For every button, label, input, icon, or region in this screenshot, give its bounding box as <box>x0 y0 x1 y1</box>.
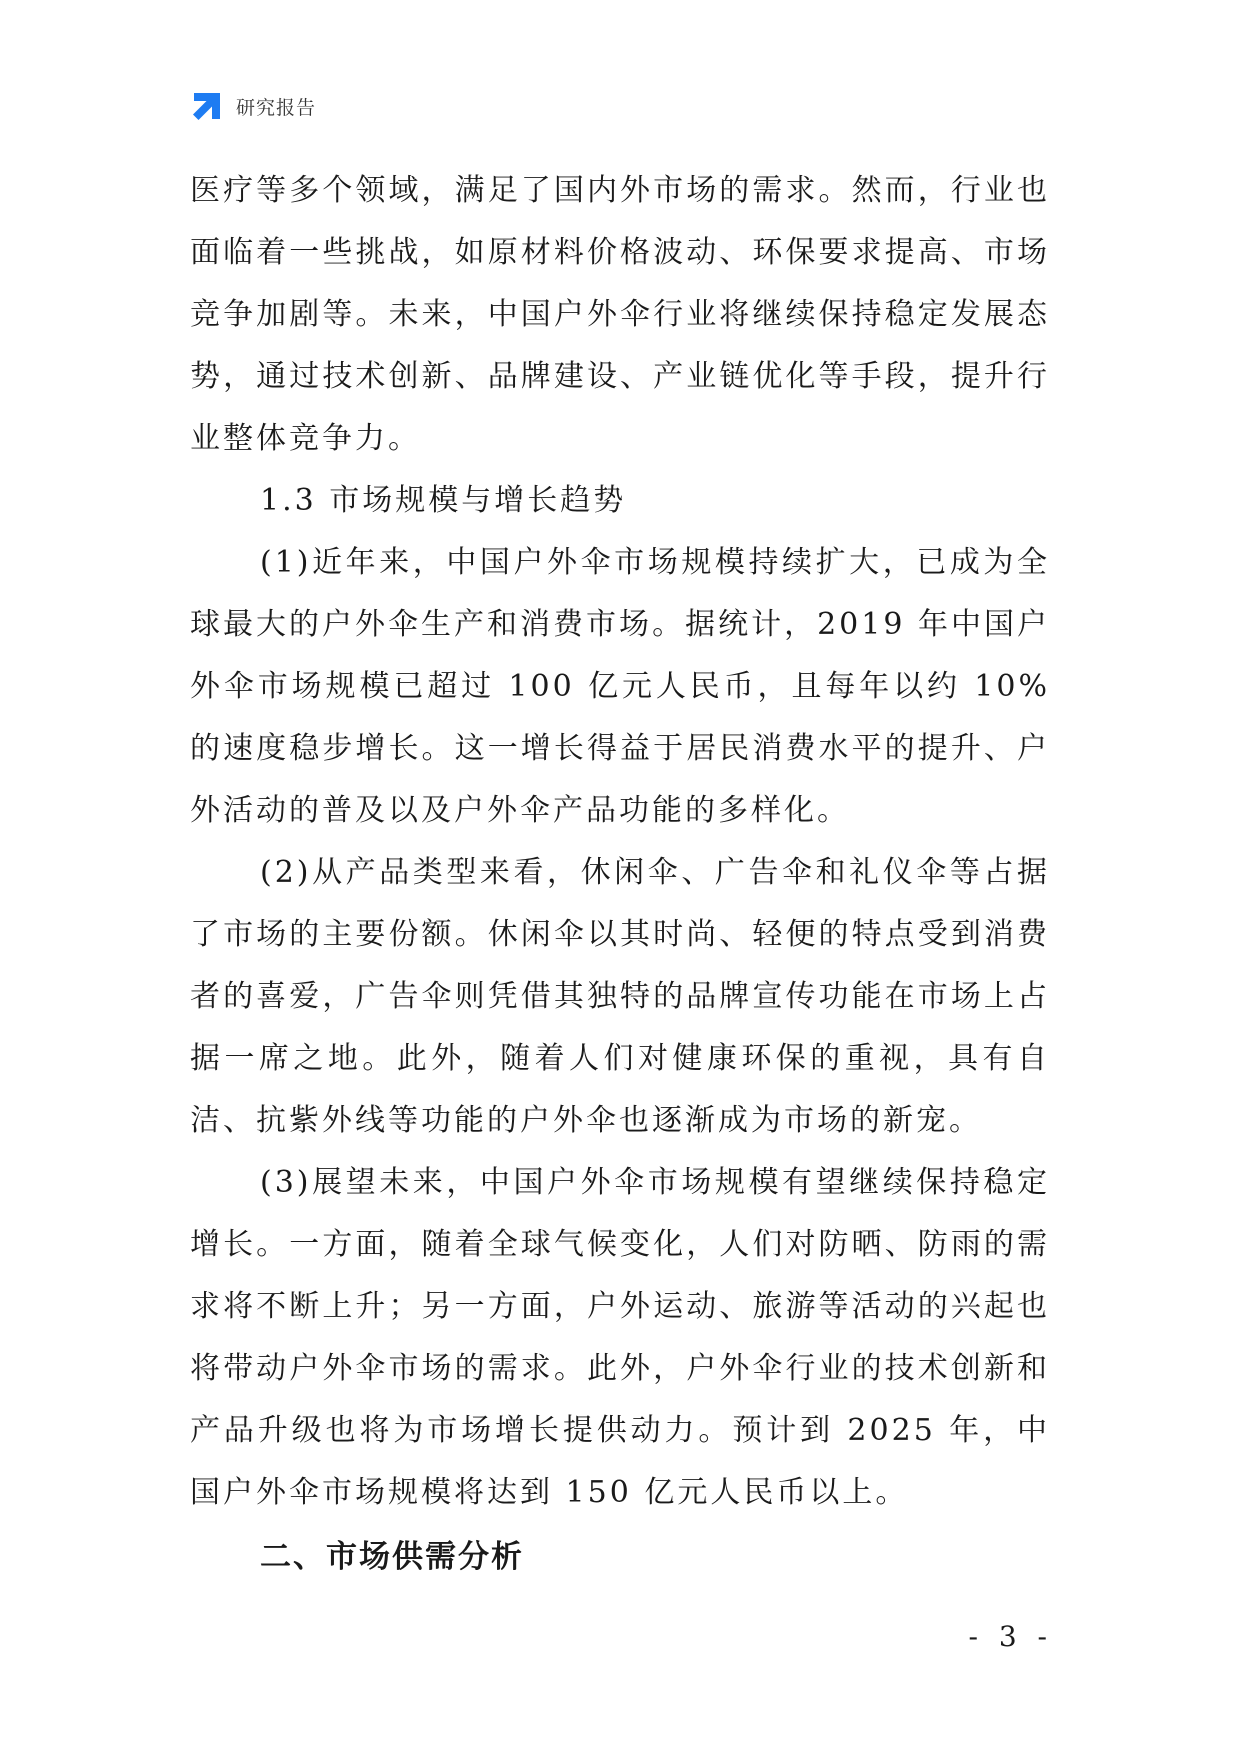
paragraph-3: (3)展望未来，中国户外伞市场规模有望继续保持稳定增长。一方面，随着全球气候变化，人们对防晒、防雨的需求将不断上升；另一方面，户外运动、旅游等活动的兴起也将带动户外伞市场的需求。此外，户外伞行业的技术创新和产品升级也将为市场增长提供动力。预计到 2025 年，中国户外伞市场规模将达到 150 亿元人民币以上。 <box>190 1165 1050 1510</box>
arrow-up-right-icon <box>190 89 224 123</box>
section-heading-supply-demand: 二、市场供需分析 <box>260 1539 524 1575</box>
document-body <box>190 160 1050 1590</box>
paragraph-1: (1)近年来，中国户外伞市场规模持续扩大，已成为全球最大的户外伞生产和消费市场。据统计，2019 年中国户外伞市场规模已超过 100 亿元人民币，且每年以约 10%的速度稳步增长。这一增长得益于居民消费水平的提升、户外活动的普及以及户外伞产品功能的多样化。 <box>190 545 1050 828</box>
page-header <box>190 88 316 124</box>
header-title: 研究报告 <box>236 96 317 119</box>
paragraph-2: (2)从产品类型来看，休闲伞、广告伞和礼仪伞等占据了市场的主要份额。休闲伞以其时尚、轻便的特点受到消费者的喜爱，广告伞则凭借其独特的品牌宣传功能在市场上占据一席之地。此外，随着人们对健康环保的重视，具有自洁、抗紫外线等功能的户外伞也逐渐成为市场的新宠。 <box>190 855 1050 1138</box>
subheading-market-size: 1.3 市场规模与增长趋势 <box>260 483 627 518</box>
page-number: - 3 - <box>968 1620 1053 1653</box>
paragraph-intro-continued: 医疗等多个领域，满足了国内外市场的需求。然而，行业也面临着一些挑战，如原材料价格波动、环保要求提高、市场竞争加剧等。未来，中国户外伞行业将继续保持稳定发展态势，通过技术创新、品牌建设、产业链优化等手段，提升行业整体竞争力。 <box>190 173 1050 456</box>
